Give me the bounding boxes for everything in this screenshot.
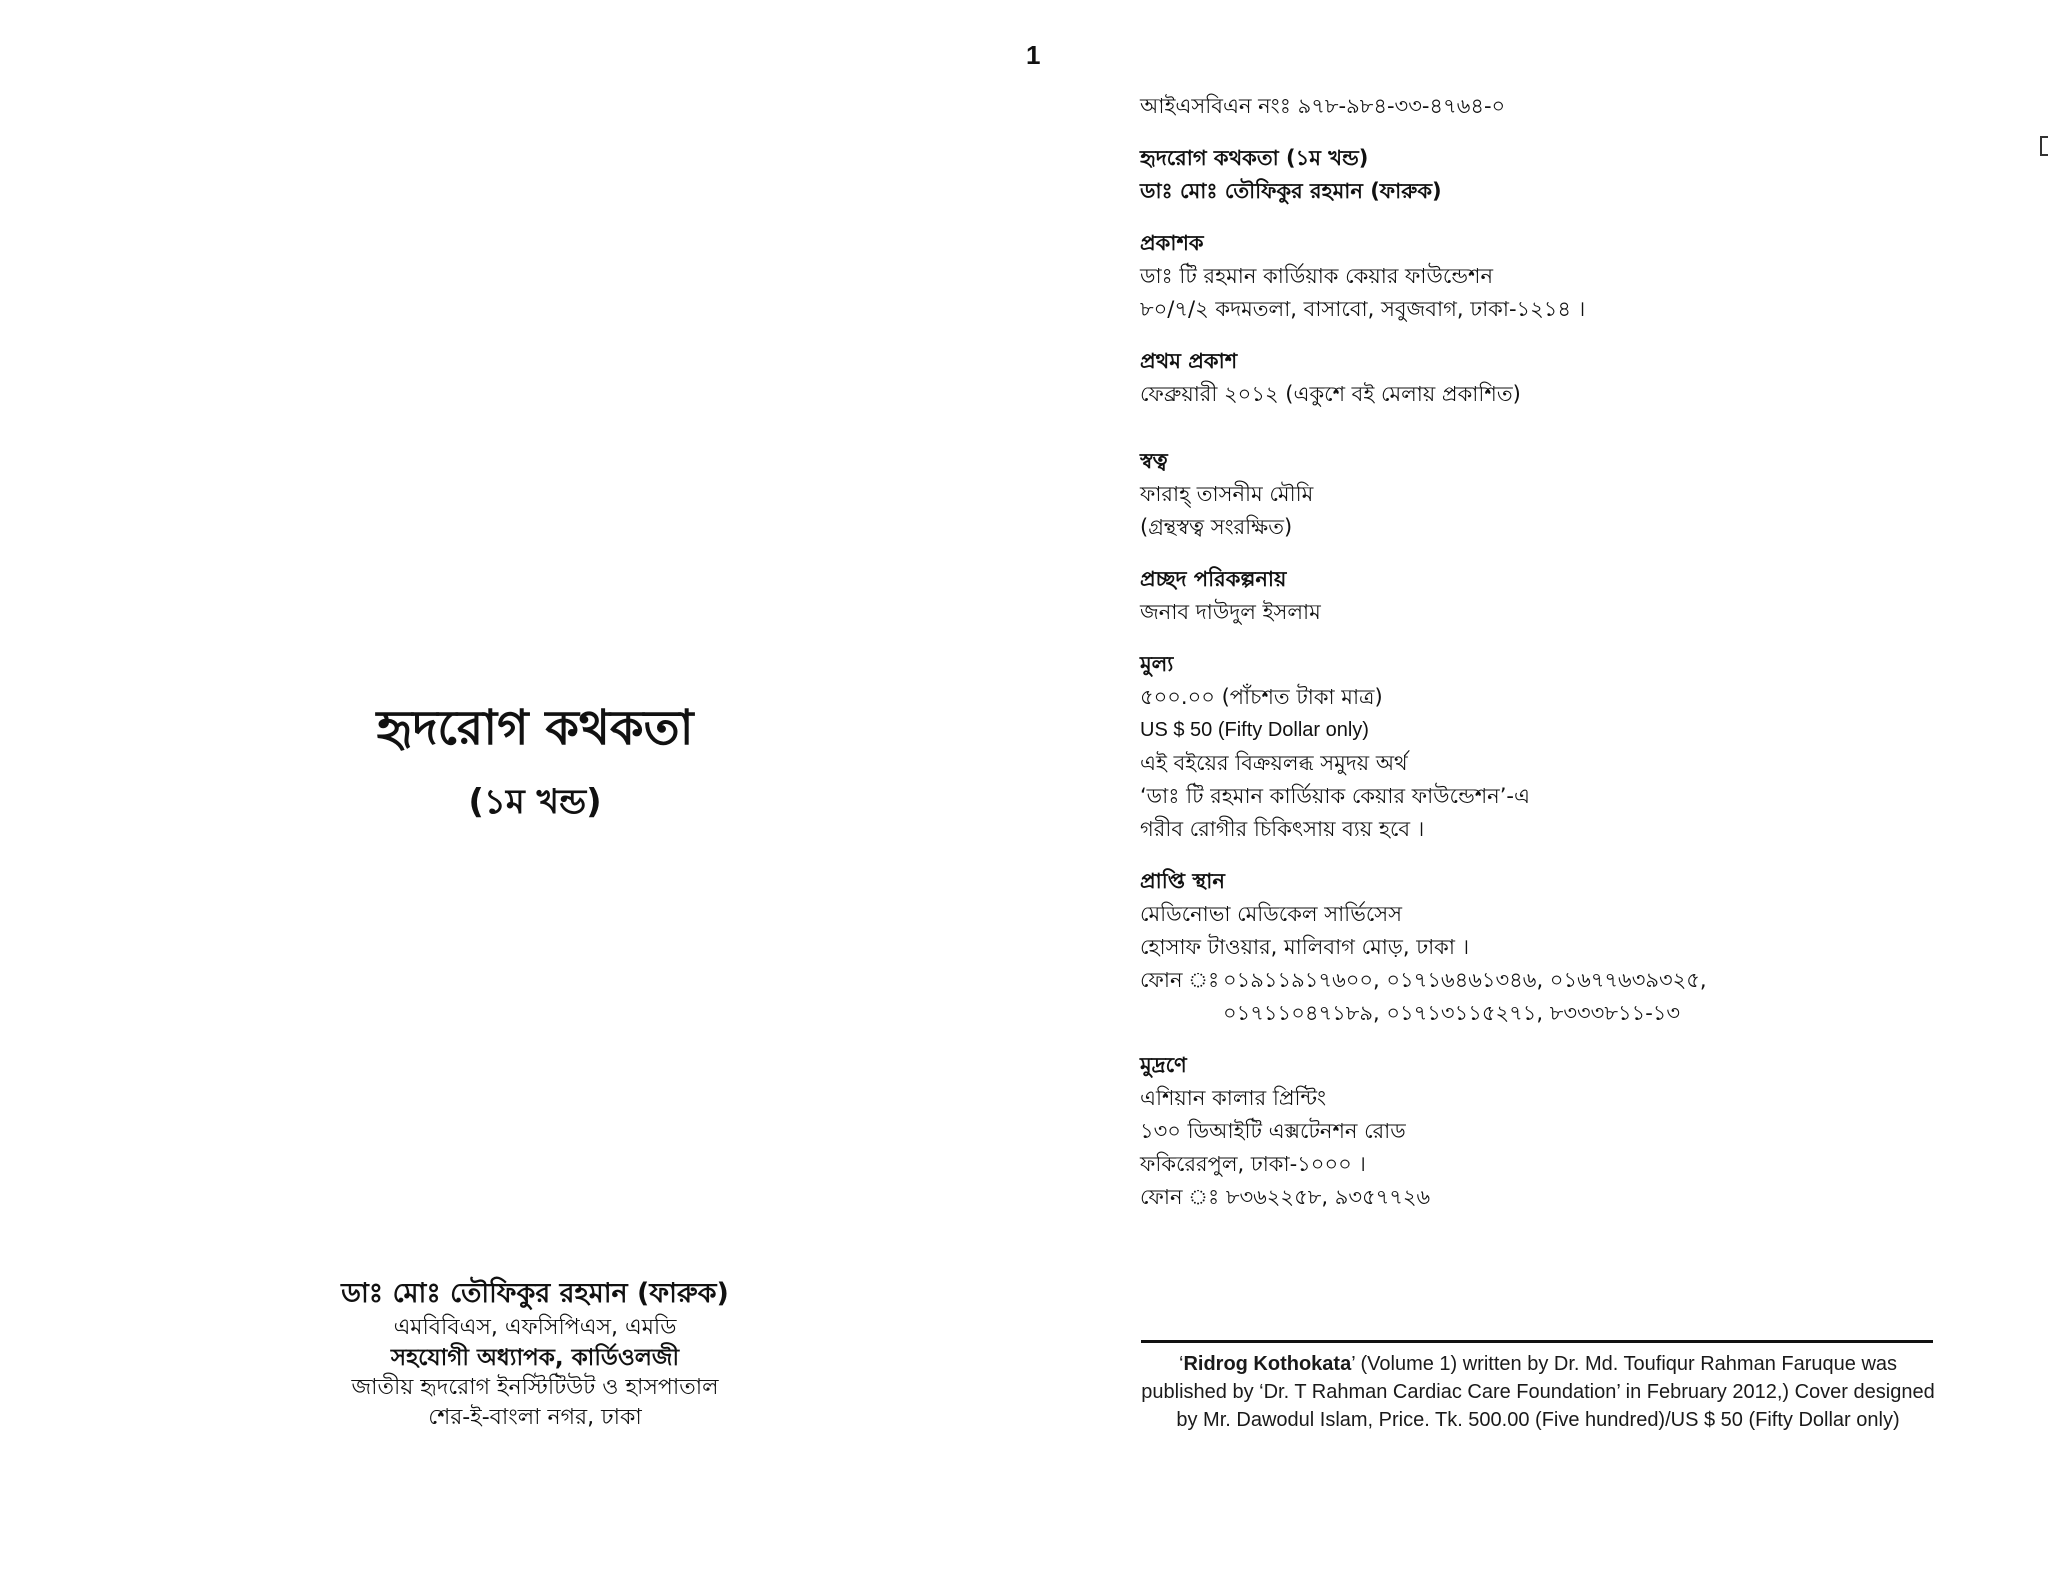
- publisher-name: ডাঃ টি রহমান কার্ডিয়াক কেয়ার ফাউন্ডেশন: [1140, 264, 1494, 288]
- author-location: শের-ই-বাংলা নগর, ঢাকা: [428, 1405, 642, 1430]
- price-note-2: ‘ডাঃ টি রহমান কার্ডিয়াক কেয়ার ফাউন্ডেশন’-এ: [1140, 784, 1530, 808]
- author-institute: জাতীয় হৃদরোগ ইনস্টিটিউট ও হাসপাতাল: [351, 1375, 719, 1400]
- english-book-title: Ridrog Kothokata: [1183, 1353, 1352, 1375]
- divider-rule: [1141, 1340, 1933, 1343]
- printing-address-2: ফকিরেরপুল, ঢাকা-১০০০ ।: [1140, 1152, 1366, 1176]
- availability-heading: প্রাপ্তি স্থান: [1140, 869, 1225, 893]
- author-name: ডাঃ মোঃ তৌফিকুর রহমান (ফারুক): [341, 1278, 729, 1309]
- copyright-heading: স্বত্ব: [1140, 449, 1168, 473]
- phones-line-1: ০১৯১১৯১৭৬০০, ০১৭১৬৪৬১৩৪৬, ০১৬৭৭৬৩৯৩২৫,: [1223, 968, 1707, 992]
- price-note-3: গরীব রোগীর চিকিৎসায় ব্যয় হবে ।: [1140, 817, 1425, 841]
- copyright-holder: ফারাহ্ তাসনীম মৌমি: [1140, 482, 1314, 506]
- price-bdt: ৫০০.০০ (পাঁচশত টাকা মাত্র): [1140, 685, 1383, 709]
- price-usd: US $ 50 (Fifty Dollar only): [1140, 719, 1369, 741]
- imprint-book-author: ডাঃ মোঃ তৌফিকুর রহমান (ফারুক): [1140, 179, 1442, 203]
- price-heading: মুল্য: [1140, 652, 1174, 676]
- copyright-note: (গ্রন্থস্বত্ব সংরক্ষিত): [1140, 515, 1293, 539]
- english-summary: ‘Ridrog Kothokata’ (Volume 1) written by Dr. Md. Toufiqur Rahman Faruque was published by ‘Dr. T Rahman Cardiac Care Foundation’ in February 2012,) Cover designed by Mr. Dawodul Islam, Price. Tk. 500.00 (Five hundred)/US $ 50 (Fifty Dollar only): [1141, 1353, 1935, 1431]
- availability-phones-2: [1140, 997, 1930, 1030]
- availability-address: হোসাফ টাওয়ার, মালিবাগ মোড়, ঢাকা ।: [1140, 935, 1470, 959]
- publisher-heading: প্রকাশক: [1140, 231, 1204, 255]
- cover-designer: জনাব দাউদুল ইসলাম: [1140, 600, 1321, 624]
- phone-label: ফোন ঃ: [1140, 968, 1220, 992]
- cover-heading: প্রচ্ছদ পরিকল্পনায়: [1140, 567, 1287, 591]
- author-designation: সহযোগী অধ্যাপক, কার্ডিওলজী: [390, 1345, 680, 1371]
- printing-address-1: ১৩০ ডিআইটি এক্সটেনশন রোড: [1140, 1119, 1406, 1143]
- publisher-address: ৮০/৭/২ কদমতলা, বাসাবো, সবুজবাগ, ঢাকা-১২১৪ ।: [1140, 297, 1586, 321]
- printing-phone: ফোন ঃ ৮৩৬২২৫৮, ৯৩৫৭৭২৬: [1140, 1185, 1431, 1209]
- book-volume: (১ম খন্ড): [468, 782, 602, 822]
- imprint-book-title: হৃদরোগ কথকতা (১ম খন্ড): [1140, 146, 1369, 170]
- page-number: 1: [1026, 40, 1041, 70]
- imprint-page: [1140, 90, 1930, 1214]
- availability-name: মেডিনোভা মেডিকেল সার্ভিসেস: [1140, 902, 1403, 926]
- author-block: [280, 1275, 790, 1433]
- printing-name: এশিয়ান কালার প্রিন্টিং: [1140, 1086, 1327, 1110]
- english-summary-text: ’ (Volume 1) written by Dr. Md. Toufiqur Rahman Faruque was published by ‘Dr. T Rahman Cardiac Care Foundation’ in February 2012,) Cover designed by Mr. Dawodul Islam, Price. Tk. 500.00 (Five hundred)/US $ 50 (Fifty Dollar only): [1141, 1353, 1935, 1431]
- price-note-1: এই বইয়ের বিক্রয়লব্ধ সমুদয় অর্থ: [1140, 751, 1408, 775]
- phones-line-2: ০১৭১১০৪৭১৮৯, ০১৭১৩১১৫২৭১, ৮৩৩৩৮১১-১৩: [1223, 1001, 1681, 1025]
- first-edition-heading: প্রথম প্রকাশ: [1140, 349, 1238, 373]
- printing-heading: মুদ্রণে: [1140, 1053, 1187, 1077]
- isbn: আইএসবিএন নংঃ ৯৭৮-৯৮৪-৩৩-৪৭৬৪-০: [1140, 94, 1506, 118]
- author-degrees: এমবিবিএস, এফসিপিএস, এমডি: [393, 1315, 677, 1340]
- availability-phones: [1140, 964, 1930, 997]
- page-edge-mark: [2040, 136, 2048, 156]
- first-edition-text: ফেব্রুয়ারী ২০১২ (একুশে বই মেলায় প্রকাশিত): [1140, 382, 1521, 406]
- book-title: হৃদরোগ কথকতা: [376, 700, 694, 756]
